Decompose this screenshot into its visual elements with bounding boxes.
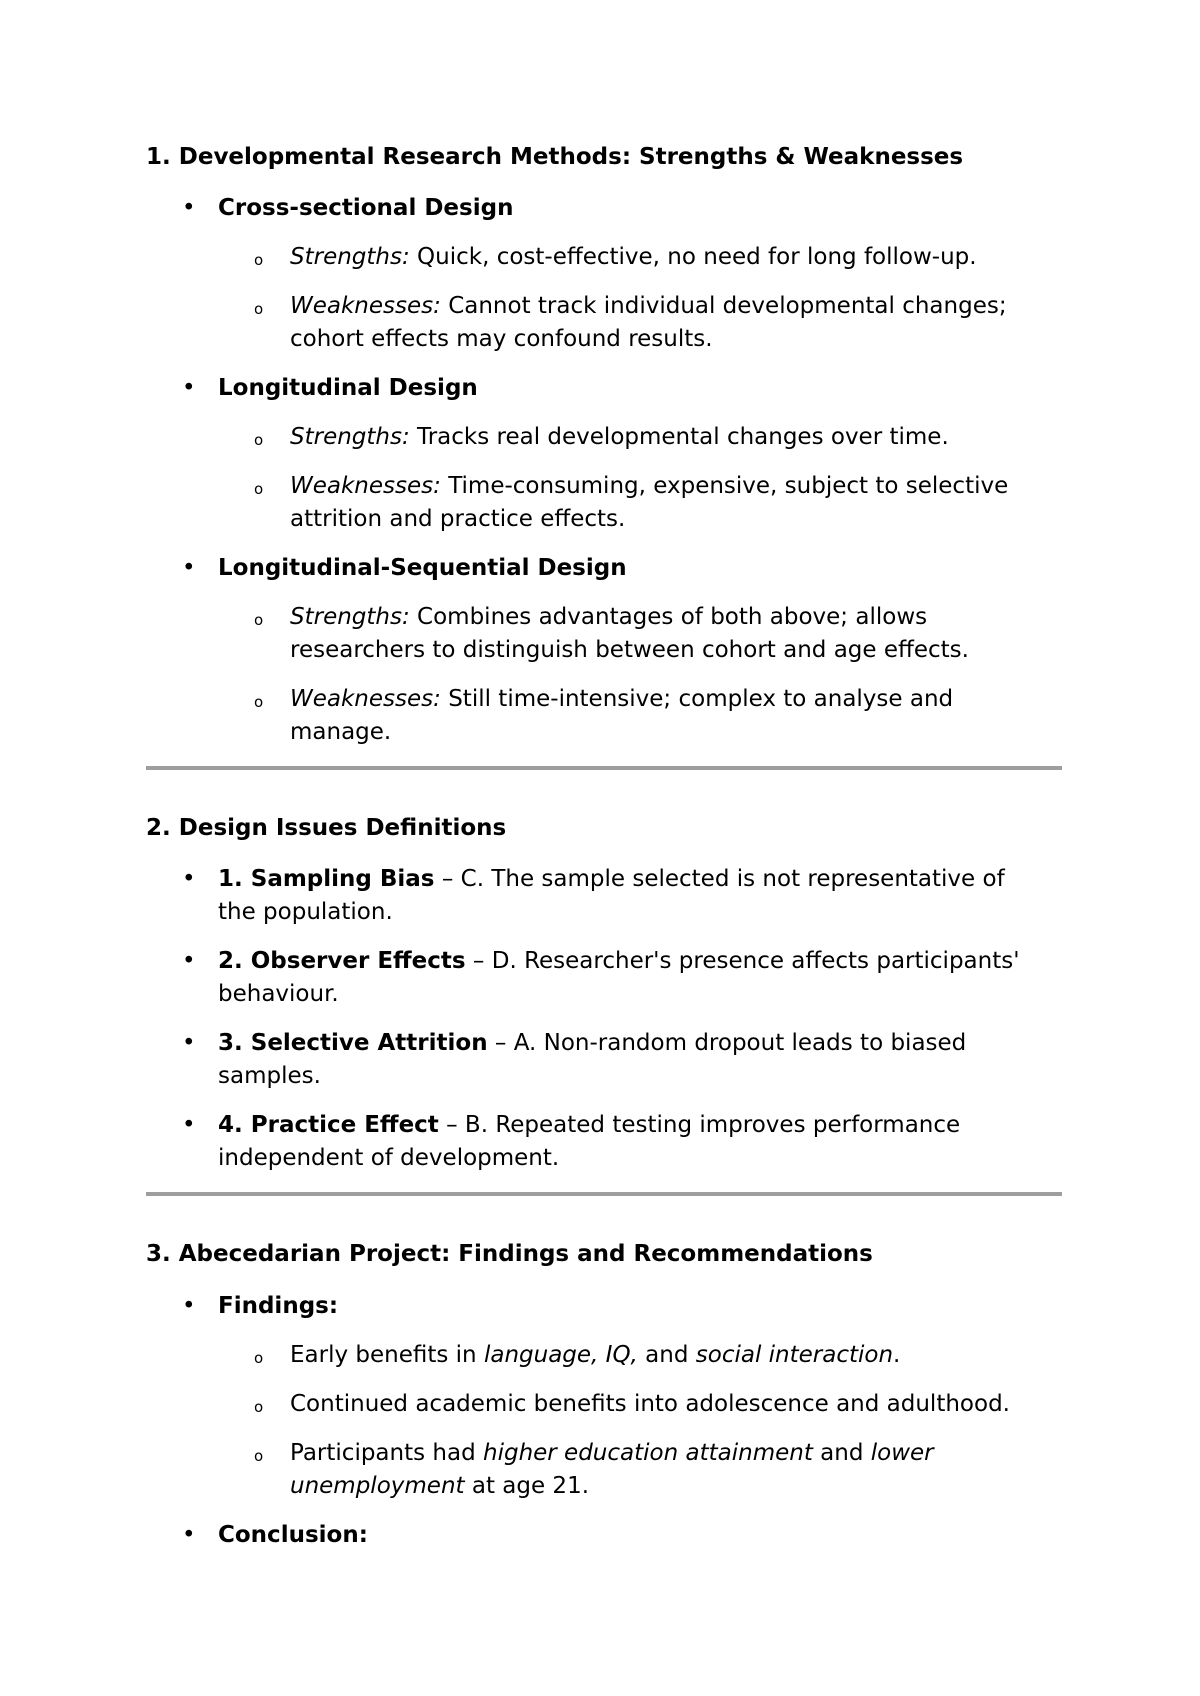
sub-bullet: o	[254, 300, 264, 318]
strength-label: Strengths:	[290, 424, 410, 450]
strength-text: Tracks real developmental changes over time.	[409, 424, 949, 450]
bullet: •	[182, 1522, 196, 1548]
design-item-longitudinal-sequential	[182, 552, 1022, 585]
conclusion-label: Conclusion:	[218, 1522, 368, 1548]
definition-item	[182, 1109, 1022, 1175]
finding-emphasis: social interaction	[695, 1342, 894, 1368]
weakness-item	[254, 290, 1054, 356]
weakness-text: Still time-intensive; complex to analyse and manage.	[290, 686, 954, 745]
finding-item	[254, 1437, 1054, 1503]
finding-text: Early benefits in	[290, 1342, 484, 1368]
definition-text: – B. Repeated testing improves performance independent of development.	[218, 1112, 961, 1171]
finding-emphasis: lower unemployment	[290, 1440, 934, 1499]
strength-text: Quick, cost-effective, no need for long follow-up.	[409, 244, 977, 270]
definition-term: 4. Practice Effect	[218, 1112, 439, 1138]
finding-emphasis: language, IQ,	[483, 1342, 638, 1368]
finding-item	[254, 1339, 1054, 1372]
weakness-item	[254, 683, 1054, 749]
strength-item	[254, 601, 1054, 667]
definition-text: – C. The sample selected is not representative of the population.	[218, 866, 1005, 925]
bullet: •	[182, 195, 196, 221]
finding-text: and	[637, 1342, 696, 1368]
sub-bullet: o	[254, 480, 264, 498]
bullet: •	[182, 1030, 196, 1056]
finding-text: Continued academic benefits into adolescence and adulthood.	[290, 1391, 1010, 1417]
definition-item	[182, 863, 1022, 929]
sub-bullet: o	[254, 1398, 264, 1416]
weakness-item	[254, 470, 1054, 536]
conclusion-item	[182, 1519, 1022, 1552]
findings-item	[182, 1290, 1022, 1323]
design-item-cross-sectional	[182, 192, 1022, 225]
sub-bullet: o	[254, 1349, 264, 1367]
section-heading-2: 2. Design Issues Definitions	[146, 815, 507, 841]
bullet: •	[182, 1293, 196, 1319]
strength-item	[254, 241, 1054, 274]
finding-text: at age 21.	[464, 1473, 590, 1499]
design-item-longitudinal	[182, 372, 1022, 405]
weakness-label: Weaknesses:	[290, 686, 441, 712]
section-heading-1: 1. Developmental Research Methods: Strengths & Weaknesses	[146, 144, 964, 170]
definition-text: – A. Non-random dropout leads to biased samples.	[218, 1030, 967, 1089]
sub-bullet: o	[254, 1447, 264, 1465]
finding-text: Participants had	[290, 1440, 483, 1466]
weakness-label: Weaknesses:	[290, 473, 441, 499]
horizontal-divider	[146, 1192, 1062, 1196]
bullet: •	[182, 375, 196, 401]
finding-text: and	[812, 1440, 871, 1466]
definition-term: 2. Observer Effects	[218, 948, 466, 974]
sub-bullet: o	[254, 251, 264, 269]
strength-item	[254, 421, 1054, 454]
findings-label: Findings:	[218, 1293, 339, 1319]
finding-item	[254, 1388, 1054, 1421]
sub-bullet: o	[254, 611, 264, 629]
bullet: •	[182, 1112, 196, 1138]
weakness-label: Weaknesses:	[290, 293, 441, 319]
weakness-text: Cannot track individual developmental changes; cohort effects may confound results.	[290, 293, 1007, 352]
sub-bullet: o	[254, 431, 264, 449]
strength-label: Strengths:	[290, 604, 410, 630]
finding-emphasis: higher education attainment	[483, 1440, 813, 1466]
horizontal-divider	[146, 766, 1062, 770]
design-title: Longitudinal-Sequential Design	[218, 555, 627, 581]
definition-item	[182, 945, 1022, 1011]
weakness-text: Time-consuming, expensive, subject to selective attrition and practice effects.	[290, 473, 1009, 532]
design-title: Cross-sectional Design	[218, 195, 514, 221]
section-heading-3: 3. Abecedarian Project: Findings and Recommendations	[146, 1241, 873, 1267]
bullet: •	[182, 948, 196, 974]
definition-text: – D. Researcher's presence affects participants' behaviour.	[218, 948, 1020, 1007]
finding-text: .	[893, 1342, 901, 1368]
definition-item	[182, 1027, 1022, 1093]
bullet: •	[182, 866, 196, 892]
definition-term: 1. Sampling Bias	[218, 866, 435, 892]
strength-text: Combines advantages of both above; allows researchers to distinguish between cohort and age effects.	[290, 604, 969, 663]
bullet: •	[182, 555, 196, 581]
definition-term: 3. Selective Attrition	[218, 1030, 488, 1056]
sub-bullet: o	[254, 693, 264, 711]
design-title: Longitudinal Design	[218, 375, 478, 401]
strength-label: Strengths:	[290, 244, 410, 270]
